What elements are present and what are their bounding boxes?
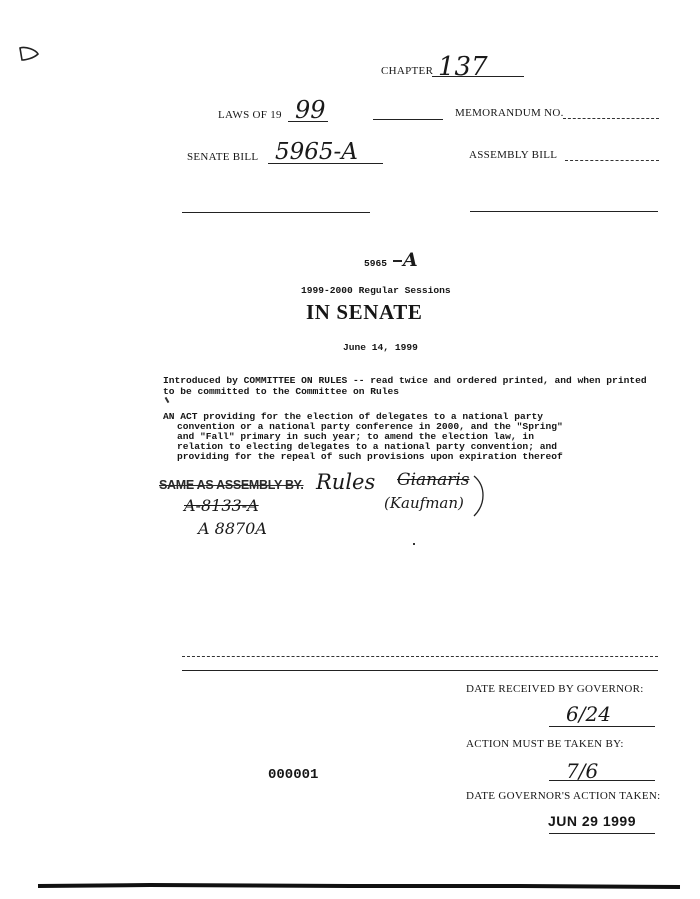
governor-action-underline	[549, 833, 655, 834]
chamber-heading: IN SENATE	[306, 300, 423, 324]
chapter-underline	[432, 76, 524, 77]
footer-rule-2	[182, 670, 658, 671]
bill-number-suffix: A	[403, 249, 418, 271]
memo-underline	[563, 118, 659, 119]
assembly-sponsor-paren: (Kaufman)	[384, 494, 464, 512]
act-line-1: AN ACT providing for the election of delegates to a national party	[163, 411, 543, 422]
assembly-stamp: SAME AS ASSEMBLY BY.	[159, 478, 304, 492]
senate-bill-value: 5965-A	[275, 139, 358, 165]
assembly-bill-crossed: A-8133-A	[184, 496, 259, 515]
act-line-4: relation to electing delegates to a national party convention; and	[177, 441, 557, 452]
blank-line-right	[470, 211, 658, 212]
action-underline	[549, 780, 655, 781]
governor-action-label: DATE GOVERNOR'S ACTION TAKEN:	[466, 790, 661, 802]
sponsor-paren-mark	[470, 474, 490, 518]
laws-underline	[288, 121, 328, 122]
memo-label: MEMORANDUM NO.	[455, 107, 564, 119]
assembly-bill-new: A 8870A	[198, 519, 267, 538]
action-value: 7/6	[566, 759, 599, 783]
act-line-3: and "Fall" primary in such year; to amend the election law, in	[177, 431, 534, 442]
bill-number-dash	[393, 260, 402, 262]
page-number: 000001	[268, 767, 319, 783]
speck-dot	[413, 543, 415, 545]
date-received-label: DATE RECEIVED BY GOVERNOR:	[466, 683, 644, 695]
action-label: ACTION MUST BE TAKEN BY:	[466, 738, 624, 750]
memo-blank-left	[373, 119, 443, 120]
footer-rule-1	[182, 656, 658, 657]
laws-label: LAWS OF 19	[218, 109, 282, 121]
bottom-scan-edge	[0, 880, 700, 894]
chapter-value: 137	[438, 52, 488, 82]
governor-action-value: JUN 29 1999	[548, 813, 637, 829]
bill-number: 5965	[364, 258, 388, 269]
assembly-sponsor: Rules	[316, 470, 376, 494]
act-line-2: convention or a national party conference in 2000, and the "Spring"	[177, 421, 563, 432]
assembly-sponsor-crossed: Gianaris	[397, 470, 470, 490]
assembly-bill-label: ASSEMBLY BILL	[469, 149, 558, 161]
chapter-label: CHAPTER	[381, 65, 434, 77]
date-received-value: 6/24	[566, 702, 611, 726]
introduced-text: Introduced by COMMITTEE ON RULES -- read twice and ordered printed, and when printed to be committed to the Committee on Rules	[163, 375, 647, 397]
bill-date: June 14, 1999	[343, 342, 418, 353]
senate-bill-label: SENATE BILL	[187, 151, 259, 163]
date-received-underline	[549, 726, 655, 727]
blank-line-left	[182, 212, 370, 213]
corner-mark	[18, 44, 42, 64]
laws-value: 99	[295, 96, 326, 124]
assembly-bill-underline	[565, 160, 659, 161]
act-line-5: providing for the repeal of such provisions upon expiration thereof	[177, 451, 563, 462]
speck-mark	[165, 397, 170, 403]
senate-bill-underline	[268, 163, 383, 164]
session: 1999-2000 Regular Sessions	[301, 285, 451, 296]
